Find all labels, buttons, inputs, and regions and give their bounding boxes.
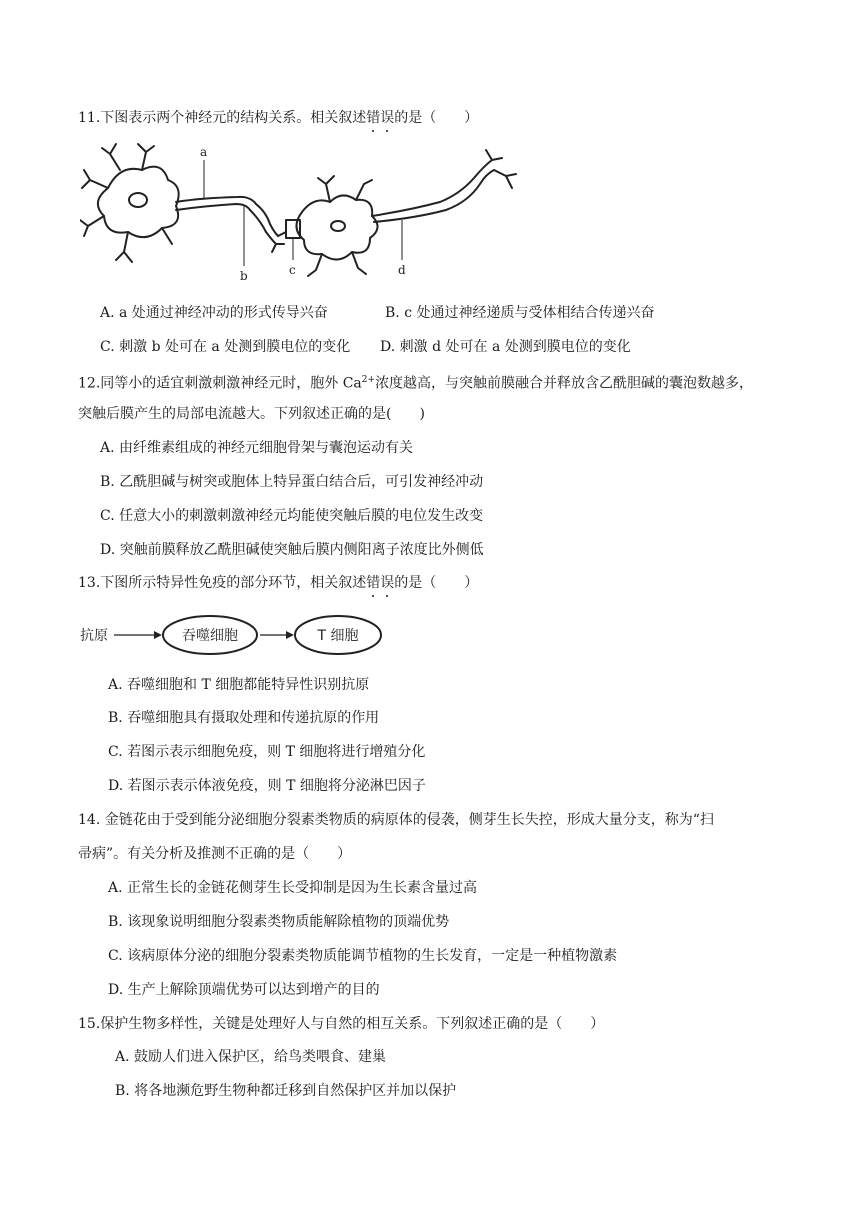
q11-option-a: A. a 处通过神经冲动的形式传导兴奋 bbox=[100, 305, 328, 321]
flow-phagocyte: 吞噬细胞 bbox=[182, 628, 238, 644]
q14-stem-line-2: 帚病”。有关分析及推测不正确的是（ ） bbox=[78, 846, 352, 862]
label-d: d bbox=[398, 263, 406, 277]
q14-stem-line-1: 14. 金链花由于受到能分泌细胞分裂素类物质的病原体的侵袭，侧芽生长失控，形成大量分支，称为“扫 bbox=[78, 812, 714, 828]
q15-option-a: A. 鼓励人们进入保护区，给鸟类喂食、建巢 bbox=[115, 1049, 387, 1065]
q13-emphasis-2: 误 bbox=[380, 575, 395, 591]
q13-option-a: A. 吞噬细胞和 T 细胞都能特异性识别抗原 bbox=[108, 677, 370, 693]
neuron-diagram bbox=[80, 140, 520, 290]
q12-option-a: A. 由纤维素组成的神经元细胞骨架与囊泡运动有关 bbox=[100, 440, 414, 456]
q12-stem-line-1: 12.同等小的适宜刺激刺激神经元时，胞外 $Ca^{2+}$浓度越高，与突触前膜融合并释放含乙酰胆碱的囊泡数越多， bbox=[78, 375, 754, 392]
q14-option-a: A. 正常生长的金链花侧芽生长受抑制是因为生长素含量过高 bbox=[108, 880, 478, 896]
q12-option-c: C. 任意大小的刺激刺激神经元均能使突触后膜的电位发生改变 bbox=[100, 508, 484, 524]
q14-option-d: D. 生产上解除顶端优势可以达到增产的目的 bbox=[108, 982, 380, 998]
label-b: b bbox=[240, 269, 248, 283]
q13-option-b: B. 吞噬细胞具有摄取处理和传递抗原的作用 bbox=[108, 710, 380, 726]
flow-antigen: 抗原 bbox=[80, 628, 108, 644]
q13-stem: 13.下图所示特异性免疫的部分环节，相关叙述错误的是（ ） bbox=[78, 575, 479, 591]
q13-option-d: D. 若图示表示体液免疫，则 T 细胞将分泌淋巴因子 bbox=[108, 778, 426, 794]
q12-option-d: D. 突触前膜释放乙酰胆碱使突触后膜内侧阳离子浓度比外侧低 bbox=[100, 542, 484, 558]
q11-option-c: C. 刺激 b 处可在 a 处测到膜电位的变化 bbox=[100, 339, 351, 355]
label-c: c bbox=[289, 263, 296, 277]
immunity-flow-diagram bbox=[80, 612, 390, 658]
q11-emphasis-2: 误 bbox=[380, 110, 395, 126]
q11-option-b: B. c 处通过神经递质与受体相结合传递兴奋 bbox=[385, 305, 655, 321]
q11-option-d: D. 刺激 d 处可在 a 处测到膜电位的变化 bbox=[380, 339, 631, 355]
flow-tcell: T 细胞 bbox=[317, 628, 359, 644]
q13-emphasis-1: 错 bbox=[366, 575, 381, 591]
label-a: a bbox=[200, 145, 208, 159]
q15-option-b: B. 将各地濒危野生物种都迁移到自然保护区并加以保护 bbox=[115, 1083, 457, 1099]
q11-emphasis-1: 错 bbox=[366, 110, 381, 126]
q13-option-c: C. 若图示表示细胞免疫，则 T 细胞将进行增殖分化 bbox=[108, 744, 426, 760]
q15-stem: 15.保护生物多样性，关键是处理好人与自然的相互关系。下列叙述正确的是（ ） bbox=[78, 1016, 605, 1032]
q11-stem: 11.下图表示两个神经元的结构关系。相关叙述错误的是（ ） bbox=[78, 110, 479, 126]
q12-stem-line-2: 突触后膜产生的局部电流越大。下列叙述正确的是( ) bbox=[78, 406, 425, 422]
q14-option-c: C. 该病原体分泌的细胞分裂素类物质能调节植物的生长发育，一定是一种植物激素 bbox=[108, 948, 618, 964]
q14-option-b: B. 该现象说明细胞分裂素类物质能解除植物的顶端优势 bbox=[108, 914, 450, 930]
q12-option-b: B. 乙酰胆碱与树突或胞体上特异蛋白结合后，可引发神经冲动 bbox=[100, 474, 484, 490]
